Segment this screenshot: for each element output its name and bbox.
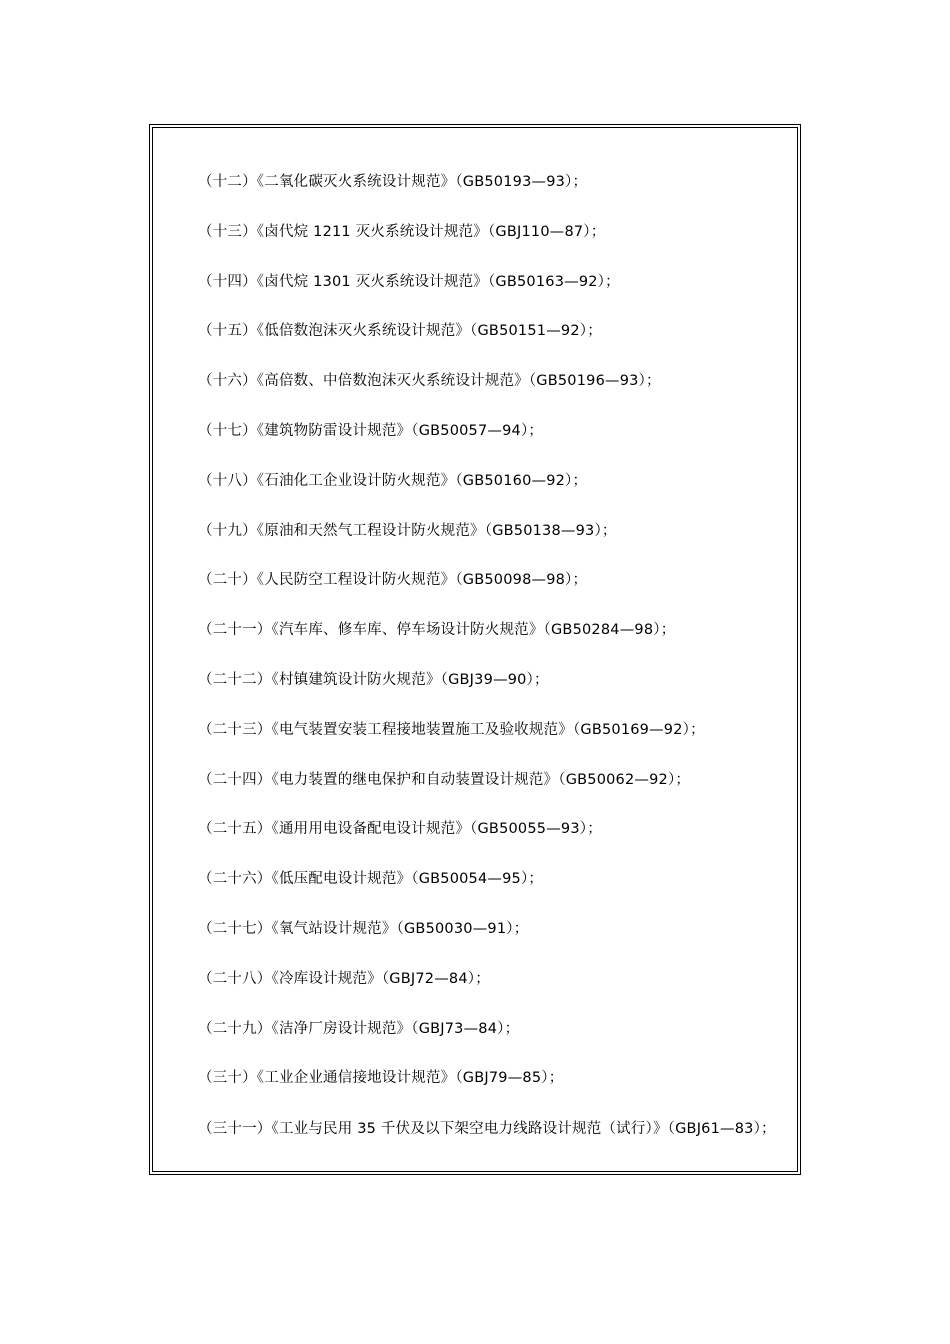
list-item: （三十）《工业企业通信接地设计规范》（GBJ79—85）；: [198, 1070, 564, 1087]
list-item: （三十一）《工业与民用 35 千伏及以下架空电力线路设计规范（试行）》（GBJ61—83）；: [198, 1121, 776, 1138]
list-item: （二十六）《低压配电设计规范》（GB50054—95）；: [198, 871, 544, 888]
list-item: （二十三）《电气装置安装工程接地装置施工及验收规范》（GB50169—92）；: [198, 721, 705, 738]
list-item: （二十七）《氧气站设计规范》（GB50030—91）；: [198, 920, 529, 937]
list-item: （十五）《低倍数泡沫灭火系统设计规范》（GB50151—92）；: [198, 323, 602, 340]
list-item: （十四）《卤代烷 1301 灭火系统设计规范》（GB50163—92）；: [198, 273, 620, 290]
list-item: （十二）《二氧化碳灭火系统设计规范》（GB50193—93）；: [198, 174, 588, 190]
list-item: （二十四）《电力装置的继电保护和自动装置设计规范》（GB50062—92）；: [198, 771, 691, 788]
list-item: （十三）《卤代烷 1211 灭火系统设计规范》（GBJ110—87）；: [198, 223, 606, 240]
list-item: （二十五）《通用用电设备配电设计规范》（GB50055—93）；: [198, 821, 602, 838]
list-item: （十八）《石油化工企业设计防火规范》（GB50160—92）；: [198, 472, 588, 489]
list-item: （二十二）《村镇建筑设计防火规范》（GBJ39—90）；: [198, 671, 549, 688]
list-item: （十六）《高倍数、中倍数泡沫灭火系统设计规范》（GB50196—93）；: [198, 373, 661, 390]
document-frame: [149, 124, 801, 1175]
standards-list: [153, 171, 793, 1141]
list-item: （十九）《原油和天然气工程设计防火规范》（GB50138—93）；: [198, 522, 617, 539]
list-item: （二十八）《冷库设计规范》（GBJ72—84）；: [198, 970, 490, 987]
list-item: （二十九）《洁净厂房设计规范》（GBJ73—84）；: [198, 1020, 520, 1037]
list-item: （十七）《建筑物防雷设计规范》（GB50057—94）；: [198, 422, 544, 439]
list-item: （二十一）《汽车库、修车库、停车场设计防火规范》（GB50284—98）；: [198, 622, 676, 639]
list-item: （二十）《人民防空工程设计防火规范》（GB50098—98）；: [198, 572, 588, 589]
